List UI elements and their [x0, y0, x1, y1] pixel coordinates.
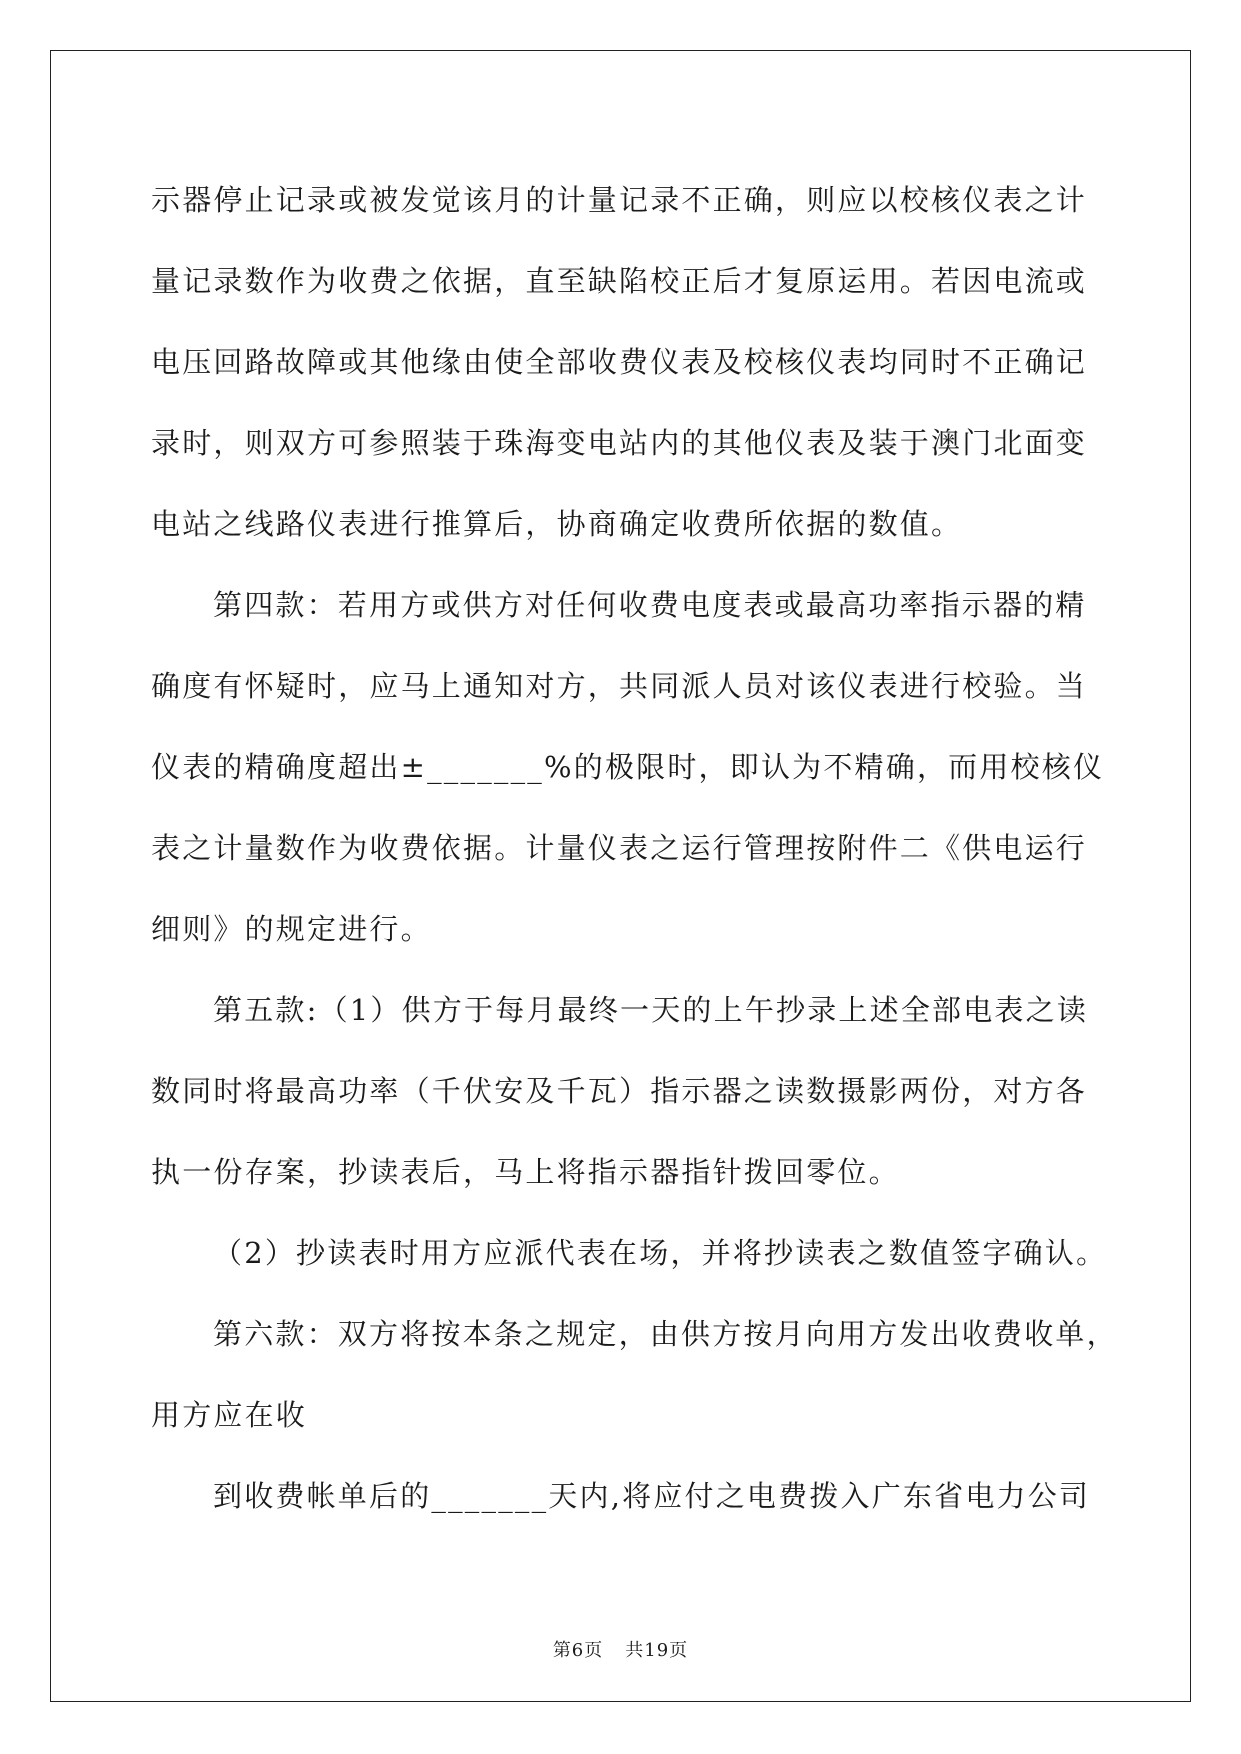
- text-line: （2）抄读表时用方应派代表在场，并将抄读表之数值签字确认。: [213, 1236, 1108, 1270]
- paragraph-continuation: [151, 160, 1091, 565]
- text-line: 仪表的精确度超出±_______%的极限时，即认为不精确，而用校核仪: [151, 750, 1105, 784]
- text-line: 第四款：若用方或供方对任何收费电度表或最高功率指示器的精: [213, 588, 1087, 622]
- text-line: 电压回路故障或其他缘由使全部收费仪表及校核仪表均同时不正确记: [151, 345, 1088, 379]
- paragraph-clause-4: [151, 565, 1105, 970]
- text-line: 示器停止记录或被发觉该月的计量记录不正确，则应以校核仪表之计: [151, 183, 1088, 217]
- page-number-current: 第6页: [552, 1640, 604, 1661]
- document-body: [151, 160, 1118, 1537]
- text-line: 数同时将最高功率（千伏安及千瓦）指示器之读数摄影两份，对方各: [151, 1074, 1088, 1108]
- text-line: 表之计量数作为收费依据。计量仪表之运行管理按附件二《供电运行: [151, 831, 1088, 865]
- paragraph-clause-5-2: [151, 1213, 1108, 1294]
- text-line: 到收费帐单后的_______天内,将应付之电费拨入广东省电力公司: [213, 1479, 1091, 1513]
- text-line: 电站之线路仪表进行推算后，协商确定收费所依据的数值。: [151, 507, 963, 541]
- text-line: 执一份存案，抄读表后，马上将指示器指针拨回零位。: [151, 1155, 900, 1189]
- text-line: 第五款:（1）供方于每月最终一天的上午抄录上述全部电表之读: [213, 993, 1089, 1027]
- page-number-total: 共19页: [625, 1640, 689, 1661]
- text-line: 确度有怀疑时，应马上通知对方，共同派人员对该仪表进行校验。当: [151, 669, 1088, 703]
- text-line: 量记录数作为收费之依据，直至缺陷校正后才复原运用。若因电流或: [151, 264, 1088, 298]
- paragraph-clause-6-cont: [151, 1456, 1091, 1537]
- page-footer: [0, 1636, 1241, 1662]
- paragraph-clause-5: [151, 970, 1091, 1213]
- text-line: 用方应在收: [151, 1398, 308, 1432]
- paragraph-clause-6: [151, 1294, 1118, 1456]
- text-line: 细则》的规定进行。: [151, 912, 432, 946]
- text-line: 第六款：双方将按本条之规定，由供方按月向用方发出收费收单，: [213, 1317, 1118, 1351]
- text-line: 录时，则双方可参照装于珠海变电站内的其他仪表及装于澳门北面变: [151, 426, 1088, 460]
